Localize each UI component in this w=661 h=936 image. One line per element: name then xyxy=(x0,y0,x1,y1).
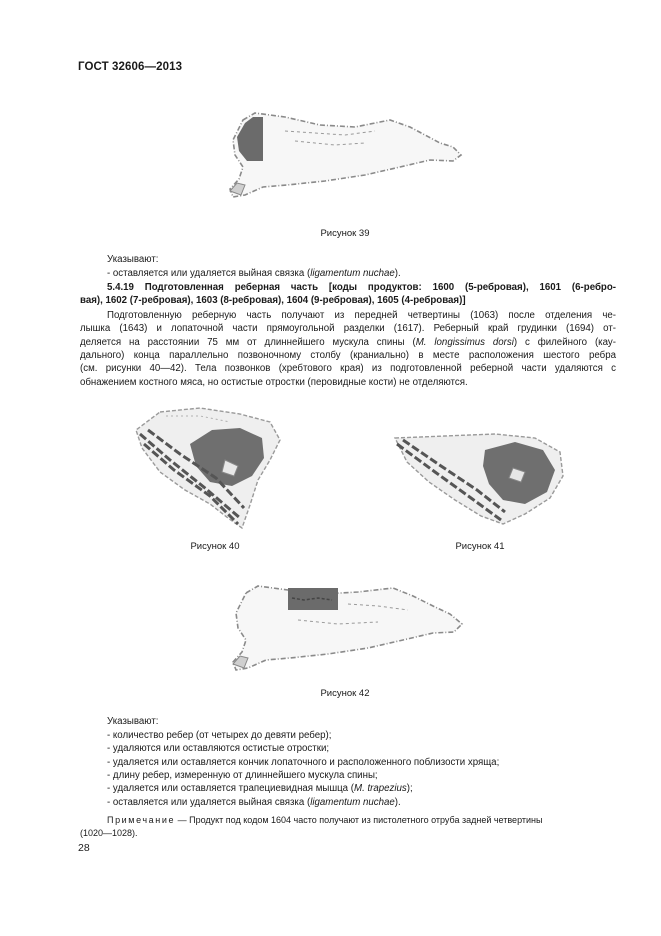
body-line-5: (см. рисунки 40—42). Тела позвонков (хребтового края) из подготовленной реберной части удаляются с xyxy=(80,363,616,374)
figure-40-illustration xyxy=(130,400,305,535)
section2-item-4: - длину ребер, измеренную от длиннейшего мускула спины; xyxy=(107,770,378,781)
section2-item-5: - удаляется или оставляется трапециевидная мышца (M. trapezius); xyxy=(107,783,413,794)
section-heading-line-1: 5.4.19 Подготовленная реберная часть [коды продуктов: 1600 (5-ребровая), 1601 (6-ребро- xyxy=(107,282,616,293)
figure-42-caption: Рисунок 42 xyxy=(320,688,370,699)
section-heading-line-2: вая), 1602 (7-ребровая), 1603 (8-ребровая), 1604 (9-ребровая), 1605 (4-ребровая)] xyxy=(80,295,466,306)
figure-41-illustration xyxy=(385,428,570,528)
section2-item-2: - удаляются или оставляются остистые отростки; xyxy=(107,743,330,754)
body-line-3: деляется на расстоянии 75 мм от длиннейшего мускула спины (M. longissimus dorsi) с филейного (кау- xyxy=(80,337,616,348)
section2-item-3: - удаляется или оставляется кончик лопаточного и расположенного поблизости хряща; xyxy=(107,757,500,768)
note-label: Примечание xyxy=(107,815,176,825)
body-line-4: дального) конца параллельно позвоночному столбу (краниально) в месте расположения шестого ребра xyxy=(80,350,616,361)
note-line-1: Примечание — Продукт под кодом 1604 часто получают из пистолетного отруба задней четвертины xyxy=(107,815,543,825)
section1-item-1: - оставляется или удаляется выйная связка (ligamentum nuchae). xyxy=(107,268,401,279)
section2-item-1: - количество ребер (от четырех до девяти ребер); xyxy=(107,730,332,741)
body-line-6: обнажением костного мяса, но остистые отростки (перовидные кости) не отделяются. xyxy=(80,377,468,388)
section1-intro: Указывают: xyxy=(107,254,159,265)
section2-intro: Указывают: xyxy=(107,716,159,727)
figure-40-caption: Рисунок 40 xyxy=(190,541,240,552)
body-line-1: Подготовленную реберную часть получают из передней четвертины (1063) после отделения че- xyxy=(107,310,616,321)
figure-42-illustration xyxy=(228,578,473,673)
note-line-2: (1020—1028). xyxy=(80,828,138,838)
document-header: ГОСТ 32606—2013 xyxy=(78,61,183,73)
page-number: 28 xyxy=(78,842,90,854)
figure-39-illustration xyxy=(225,105,470,200)
body-line-2: лышка (1643) и лопаточной части прямоугольной разделки (1617). Реберный край грудинки (1694) от- xyxy=(80,323,616,334)
figure-41-caption: Рисунок 41 xyxy=(455,541,505,552)
section2-item-6: - оставляется или удаляется выйная связка (ligamentum nuchae). xyxy=(107,797,401,808)
figure-39-caption: Рисунок 39 xyxy=(320,228,370,239)
